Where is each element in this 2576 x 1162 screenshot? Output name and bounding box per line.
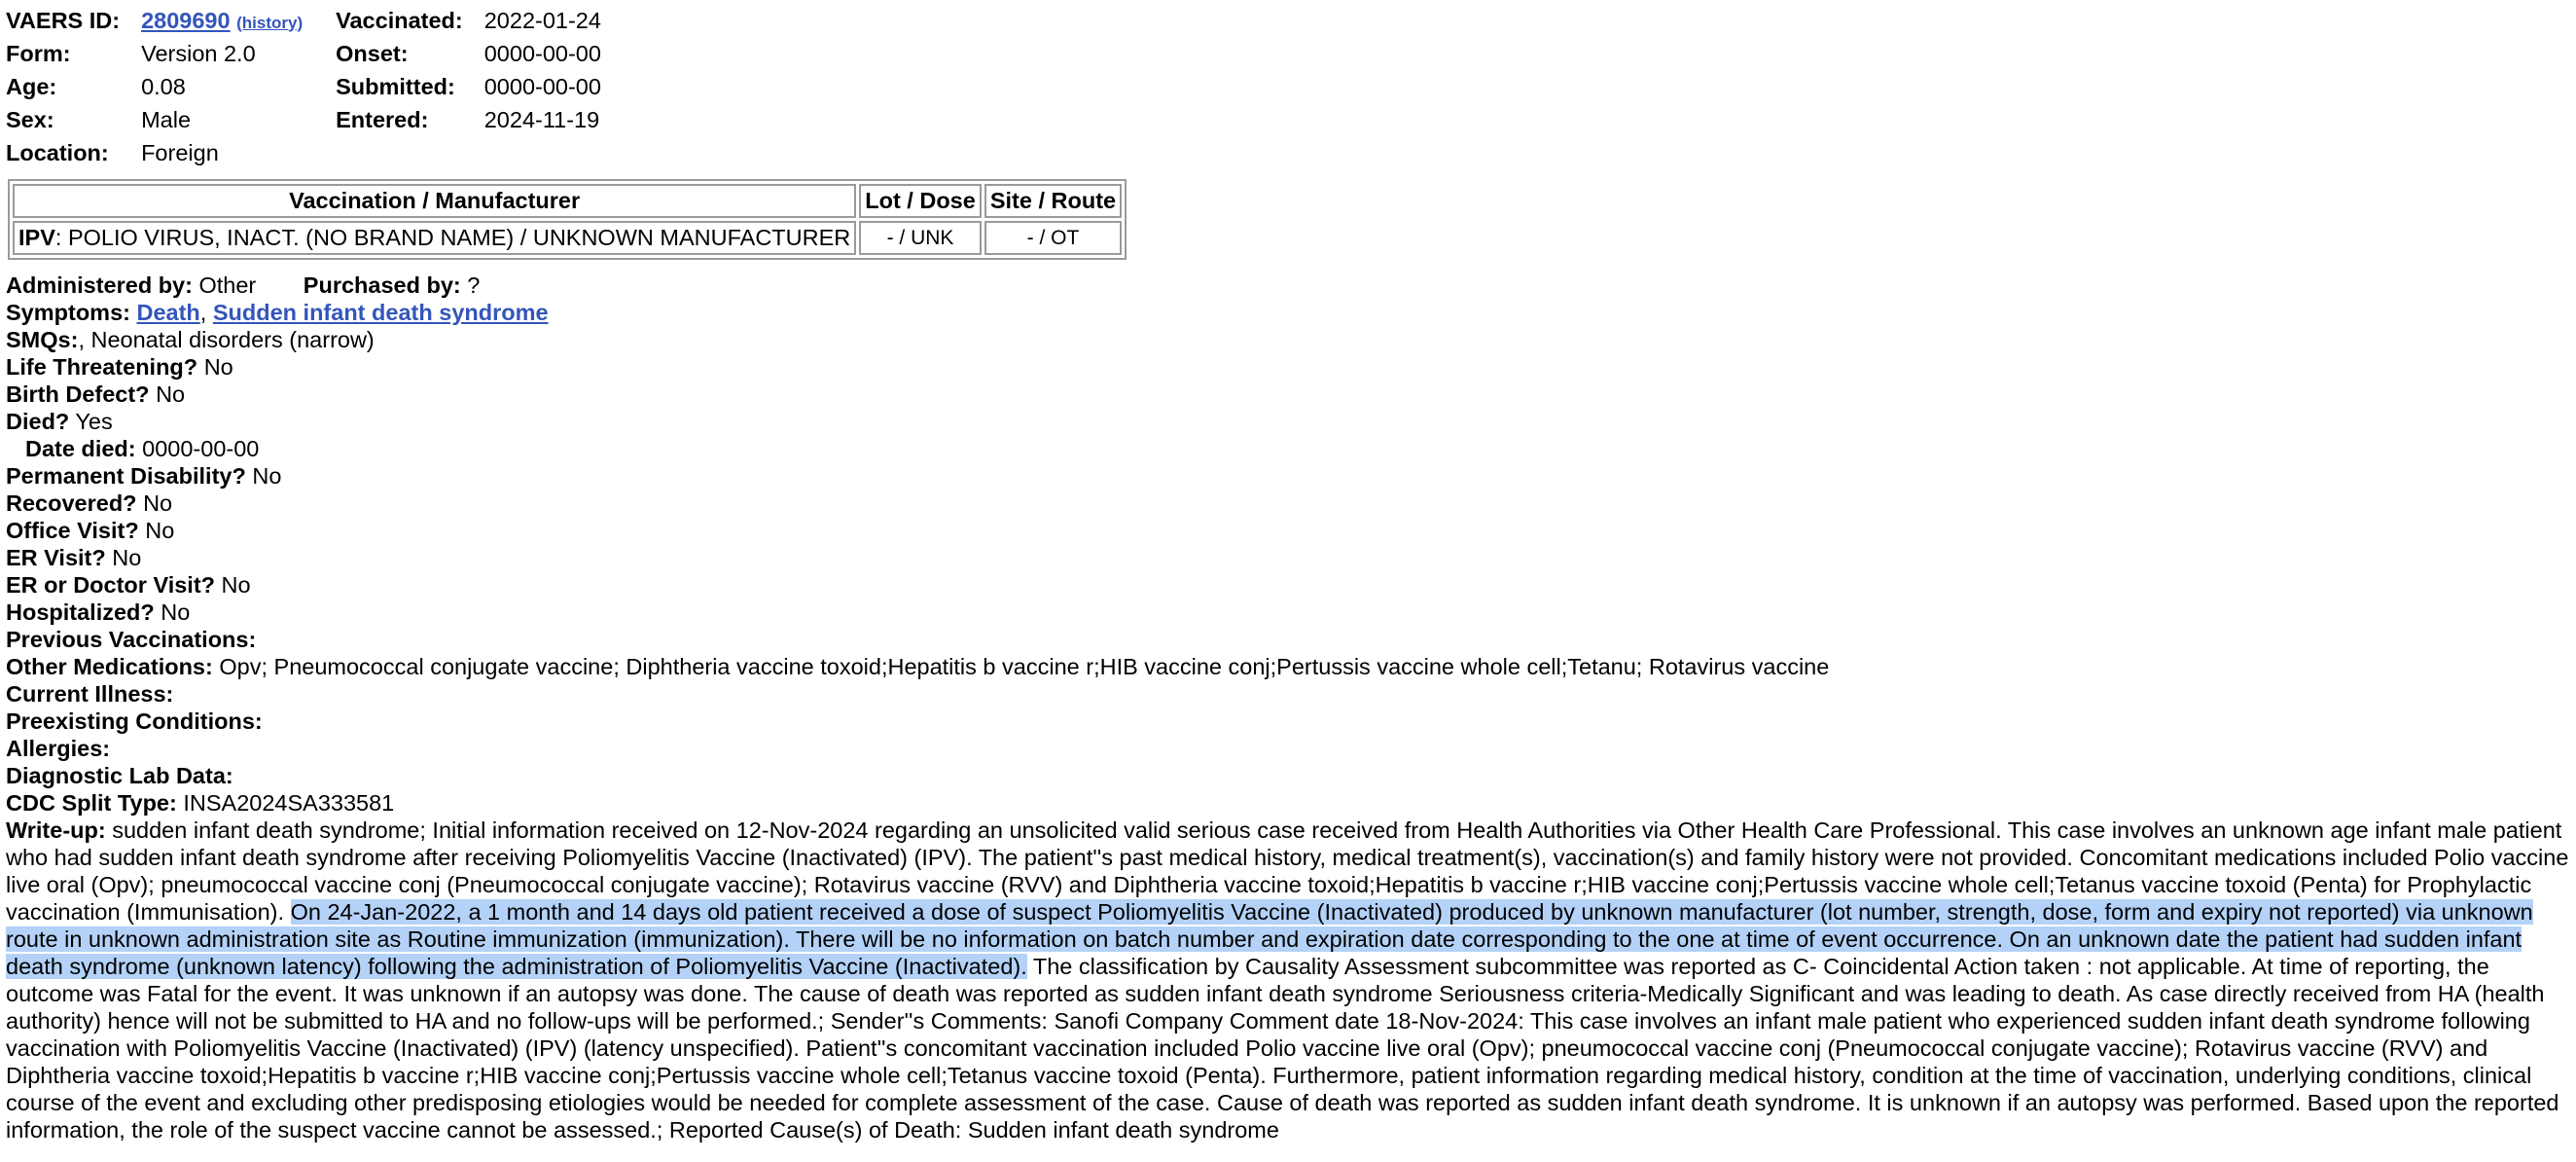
site-route-header: Site / Route bbox=[984, 184, 1122, 218]
preexisting-conditions-label: Preexisting Conditions: bbox=[6, 708, 263, 734]
life-threatening-label: Life Threatening? bbox=[6, 354, 198, 380]
table-row bbox=[13, 221, 1122, 255]
administered-value: Other bbox=[198, 272, 257, 298]
purchased-value: ? bbox=[467, 272, 481, 298]
purchased-label: Purchased by: bbox=[303, 272, 461, 298]
smqs-label: SMQs: bbox=[6, 327, 79, 352]
hospitalized-value: No bbox=[161, 599, 191, 625]
write-up-text-end: The classification by Causality Assessment subcommittee was reported as C- Coincidental Action taken : not applicable. At time of reporting, the outcome was Fatal for the event. It was unknown if an autopsy was done. The cause of death was reported as sudden infant death syndrome Seriousness criteria-Medically Significant and was leading to death. As case directly received from HA (health authority) hence will not be submitted to HA and no follow-ups will be performed.; Sender''s Comments: Sanofi Company Comment date 18-Nov-2024: This case involves an infant male patient who experienced sudden infant death syndrome following vaccination with Poliomyelitis Vaccine (Inactivated) (IPV) (latency unspecified). Patient''s concomitant vaccination included Polio vaccine live oral (Opv); pneumococcal vaccine conj (Pneumococcal conjugate vaccine); Rotavirus vaccine (RVV) and Diphtheria vaccine toxoid;Hepatitis b vaccine r;HIB vaccine conj;Pertussis vaccine whole cell;Tetanus vaccine toxoid (Penta). Furthermore, patient information regarding medical history, condition at the time of vaccination, underlying conditions, clinical course of the event and excluding other predisposing etiologies would be needed for complete assessment of the case. Cause of death was reported as sudden infant death syndrome. It is unknown if an autopsy was performed. Based upon the reported information, the role of the suspect vaccine cannot be assessed.; Reported Cause(s) of Death: Sudden infant death syndrome bbox=[6, 954, 2559, 1143]
age-value: 0.08 bbox=[141, 73, 186, 99]
life-threatening-row bbox=[6, 353, 2570, 381]
symptom-link-death[interactable]: Death bbox=[136, 300, 200, 325]
write-up-label: Write-up: bbox=[6, 817, 106, 843]
smqs-value: , Neonatal disorders (narrow) bbox=[78, 327, 375, 352]
hospitalized-row bbox=[6, 599, 2570, 626]
vaccine-code: IPV bbox=[18, 225, 55, 250]
symptom-separator: , bbox=[199, 300, 207, 325]
write-up-selected-text[interactable]: On 24-Jan-2022, a 1 month and 14 days old patient received a dose of suspect Poliomyelitis Vaccine (Inactivated) produced by unknown manufacturer (lot number, strength, dose, form and expiry not reported) via unknown route in unknown administration site as Routine immunization (immunization). There will be no information on batch number and expiration date corresponding to the one at time of event occurrence. On an unknown date the patient had sudden infant death syndrome (unknown latency) following the administration of Poliomyelitis Vaccine (Inactivated). bbox=[6, 899, 2533, 979]
current-illness-row bbox=[6, 680, 2570, 708]
current-illness-label: Current Illness: bbox=[6, 681, 174, 707]
office-visit-value: No bbox=[145, 518, 175, 543]
smqs-row bbox=[6, 326, 2570, 353]
er-visit-row bbox=[6, 544, 2570, 571]
cdc-split-type-row bbox=[6, 789, 2570, 817]
administered-row bbox=[6, 272, 2570, 299]
allergies-label: Allergies: bbox=[6, 736, 111, 761]
died-label: Died? bbox=[6, 409, 70, 434]
onset-label: Onset: bbox=[336, 40, 409, 66]
submitted-value: 0000-00-00 bbox=[483, 73, 601, 99]
age-label: Age: bbox=[6, 73, 57, 99]
er-visit-label: ER Visit? bbox=[6, 545, 106, 570]
vaccine-description: : POLIO VIRUS, INACT. (NO BRAND NAME) / UNKNOWN MANUFACTURER bbox=[54, 225, 851, 250]
birth-defect-row bbox=[6, 381, 2570, 408]
symptoms-label: Symptoms: bbox=[6, 300, 130, 325]
er-doctor-visit-row bbox=[6, 571, 2570, 599]
vaccine-cell bbox=[13, 221, 856, 255]
recovered-label: Recovered? bbox=[6, 490, 137, 516]
report-summary bbox=[2, 4, 634, 169]
lot-dose-header: Lot / Dose bbox=[859, 184, 982, 218]
other-medications-label: Other Medications: bbox=[6, 654, 213, 679]
diagnostic-lab-label: Diagnostic Lab Data: bbox=[6, 763, 233, 788]
date-died-row bbox=[6, 435, 2570, 462]
died-row bbox=[6, 408, 2570, 435]
vaccination-header: Vaccination / Manufacturer bbox=[13, 184, 856, 218]
write-up-text-start: sudden infant death syndrome; Initial information received on 12-Nov-2024 regarding an unsolicited valid serious case received from Health Authorities via Other Health Care Professional. This case involves an unknown age infant male patient who had sudden infant death syndrome after receiving Poliomyelitis Vaccine (Inactivated) (IPV). The patient''s past medical history, medical treatment(s), vaccination(s) and family history were not provided. Concomitant medications included Polio vaccine live oral (Opv); pneumococcal vaccine conj (Pneumococcal conjugate vaccine); Rotavirus vaccine (RVV) and Diphtheria vaccine toxoid;Hepatitis b vaccine r;HIB vaccine conj;Pertussis vaccine whole cell;Tetanus vaccine toxoid (Penta) for Prophylactic vaccination (Immunisation). bbox=[6, 817, 2569, 925]
site-route-value: - / OT bbox=[984, 221, 1122, 255]
vaccination-table bbox=[8, 179, 1127, 260]
form-value: Version 2.0 bbox=[141, 40, 256, 66]
previous-vaccinations-row bbox=[6, 626, 2570, 653]
hospitalized-label: Hospitalized? bbox=[6, 599, 155, 625]
cdc-split-type-label: CDC Split Type: bbox=[6, 790, 177, 816]
lot-dose-value: - / UNK bbox=[859, 221, 982, 255]
vaccinated-value: 2022-01-24 bbox=[483, 7, 601, 33]
symptom-link-sids[interactable]: Sudden infant death syndrome bbox=[212, 300, 549, 325]
symptoms-row bbox=[6, 299, 2570, 326]
allergies-row bbox=[6, 735, 2570, 762]
other-medications-row bbox=[6, 653, 2570, 680]
entered-label: Entered: bbox=[336, 106, 429, 132]
died-value: Yes bbox=[75, 409, 113, 434]
write-up bbox=[6, 817, 2570, 1144]
date-died-value: 0000-00-00 bbox=[142, 436, 260, 461]
vaers-id-cell bbox=[141, 4, 332, 37]
preexisting-conditions-row bbox=[6, 708, 2570, 735]
life-threatening-value: No bbox=[203, 354, 233, 380]
location-label: Location: bbox=[6, 139, 109, 165]
submitted-label: Submitted: bbox=[336, 73, 455, 99]
sex-label: Sex: bbox=[6, 106, 54, 132]
other-medications-value: Opv; Pneumococcal conjugate vaccine; Diphtheria vaccine toxoid;Hepatitis b vaccine r;HIB vaccine conj;Pertussis vaccine whole cell;Tetanu; Rotavirus vaccine bbox=[219, 654, 1830, 679]
cdc-split-type-value: INSA2024SA333581 bbox=[183, 790, 395, 816]
recovered-value: No bbox=[143, 490, 173, 516]
vaers-id-link[interactable]: 2809690 bbox=[141, 7, 231, 33]
office-visit-row bbox=[6, 517, 2570, 544]
entered-value: 2024-11-19 bbox=[483, 106, 600, 132]
er-doctor-visit-label: ER or Doctor Visit? bbox=[6, 572, 216, 598]
vaccinated-label: Vaccinated: bbox=[336, 7, 463, 33]
onset-value: 0000-00-00 bbox=[483, 40, 601, 66]
permanent-disability-value: No bbox=[252, 463, 282, 489]
previous-vaccinations-label: Previous Vaccinations: bbox=[6, 627, 257, 652]
sex-value: Male bbox=[141, 106, 192, 132]
diagnostic-lab-row bbox=[6, 762, 2570, 789]
birth-defect-value: No bbox=[156, 381, 186, 407]
form-label: Form: bbox=[6, 40, 71, 66]
recovered-row bbox=[6, 490, 2570, 517]
permanent-disability-label: Permanent Disability? bbox=[6, 463, 246, 489]
permanent-disability-row bbox=[6, 462, 2570, 490]
er-visit-value: No bbox=[112, 545, 142, 570]
location-value: Foreign bbox=[141, 139, 219, 165]
birth-defect-label: Birth Defect? bbox=[6, 381, 150, 407]
date-died-label: Date died: bbox=[25, 436, 136, 461]
er-doctor-visit-value: No bbox=[221, 572, 251, 598]
history-link[interactable]: (history) bbox=[236, 13, 304, 32]
office-visit-label: Office Visit? bbox=[6, 518, 139, 543]
administered-label: Administered by: bbox=[6, 272, 193, 298]
vaers-id-label: VAERS ID: bbox=[6, 7, 121, 33]
